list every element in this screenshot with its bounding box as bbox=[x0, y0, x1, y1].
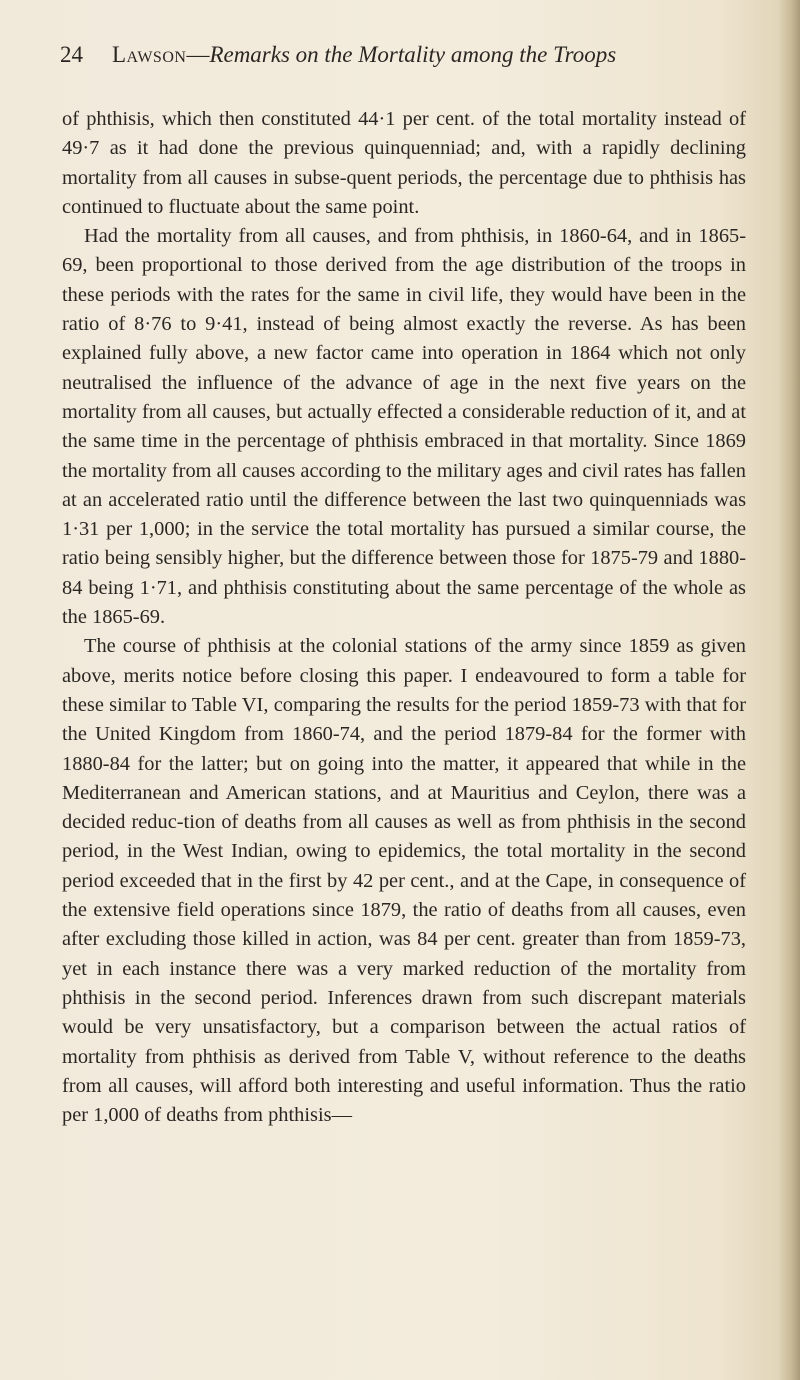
running-head bbox=[112, 42, 616, 68]
paragraph-colonial-stations: The course of phthisis at the colonial stations of the army since 1859 as given above, merits notice before closing this paper. I endeavoured to form a table for these similar to Table VI, comparing the results for the period 1859-73 with that for the United Kingdom from 1860-74, and the period 1879-84 for the former with 1880-84 for the latter; but on going into the matter, it appeared that while in the Mediterranean and American stations, and at Mauritius and Ceylon, there was a decided reduc-tion of deaths from all causes as well as from phthisis in the second period, in the West Indian, owing to epidemics, the total mortality in the second period exceeded that in the first by 42 per cent., and at the Cape, in consequence of the extensive field operations since 1879, the ratio of deaths from all causes, even after excluding those killed in action, was 84 per cent. greater than from 1859-73, yet in each instance there was a very marked reduction of the mortality from phthisis in the second period. Inferences drawn from such discrepant materials would be very unsatisfactory, but a comparison between the actual ratios of mortality from phthisis as derived from Table V, without reference to the deaths from all causes, will afford both interesting and useful information. Thus the ratio per 1,000 of deaths from phthisis— bbox=[62, 635, 746, 1127]
paragraph-continuation: of phthisis, which then constituted 44·1 per cent. of the total mortality instead of 49·7 as it had done the previous quinquenniad; and, with a rapidly declining mortality from all causes in subse-quent periods, the percentage due to phthisis has continued to fluctuate about the same point. bbox=[62, 108, 746, 218]
page-header bbox=[60, 42, 750, 82]
running-head-separator: — bbox=[186, 42, 210, 67]
running-head-author: Lawson bbox=[112, 42, 187, 67]
page-number: 24 bbox=[60, 42, 83, 67]
page-edge-shadow bbox=[778, 0, 800, 1380]
running-head-title: Remarks on the Mortality among the Troops bbox=[209, 42, 617, 67]
paragraph-mortality-ratio: Had the mortality from all causes, and from phthisis, in 1860-64, and in 1865-69, been proportional to those derived from the age distribution of the troops in these periods with the rates for the same in civil life, they would have been in the ratio of 8·76 to 9·41, instead of being almost exactly the reverse. As has been explained fully above, a new factor came into operation in 1864 which not only neutralised the influence of the advance of age in the next five years on the mortality from all causes, but actually effected a considerable reduction of it, and at the same time in the percentage of phthisis embraced in that mortality. Since 1869 the mortality from all causes according to the military ages and civil rates has fallen at an accelerated ratio until the difference between the last two quinquenniads was 1·31 per 1,000; in the service the total mortality has pursued a similar course, the ratio being sensibly higher, but the difference between those for 1875-79 and 1880-84 being 1·71, and phthisis constituting about the same percentage of the whole as the 1865-69. bbox=[62, 225, 746, 629]
body-text bbox=[62, 105, 746, 1130]
